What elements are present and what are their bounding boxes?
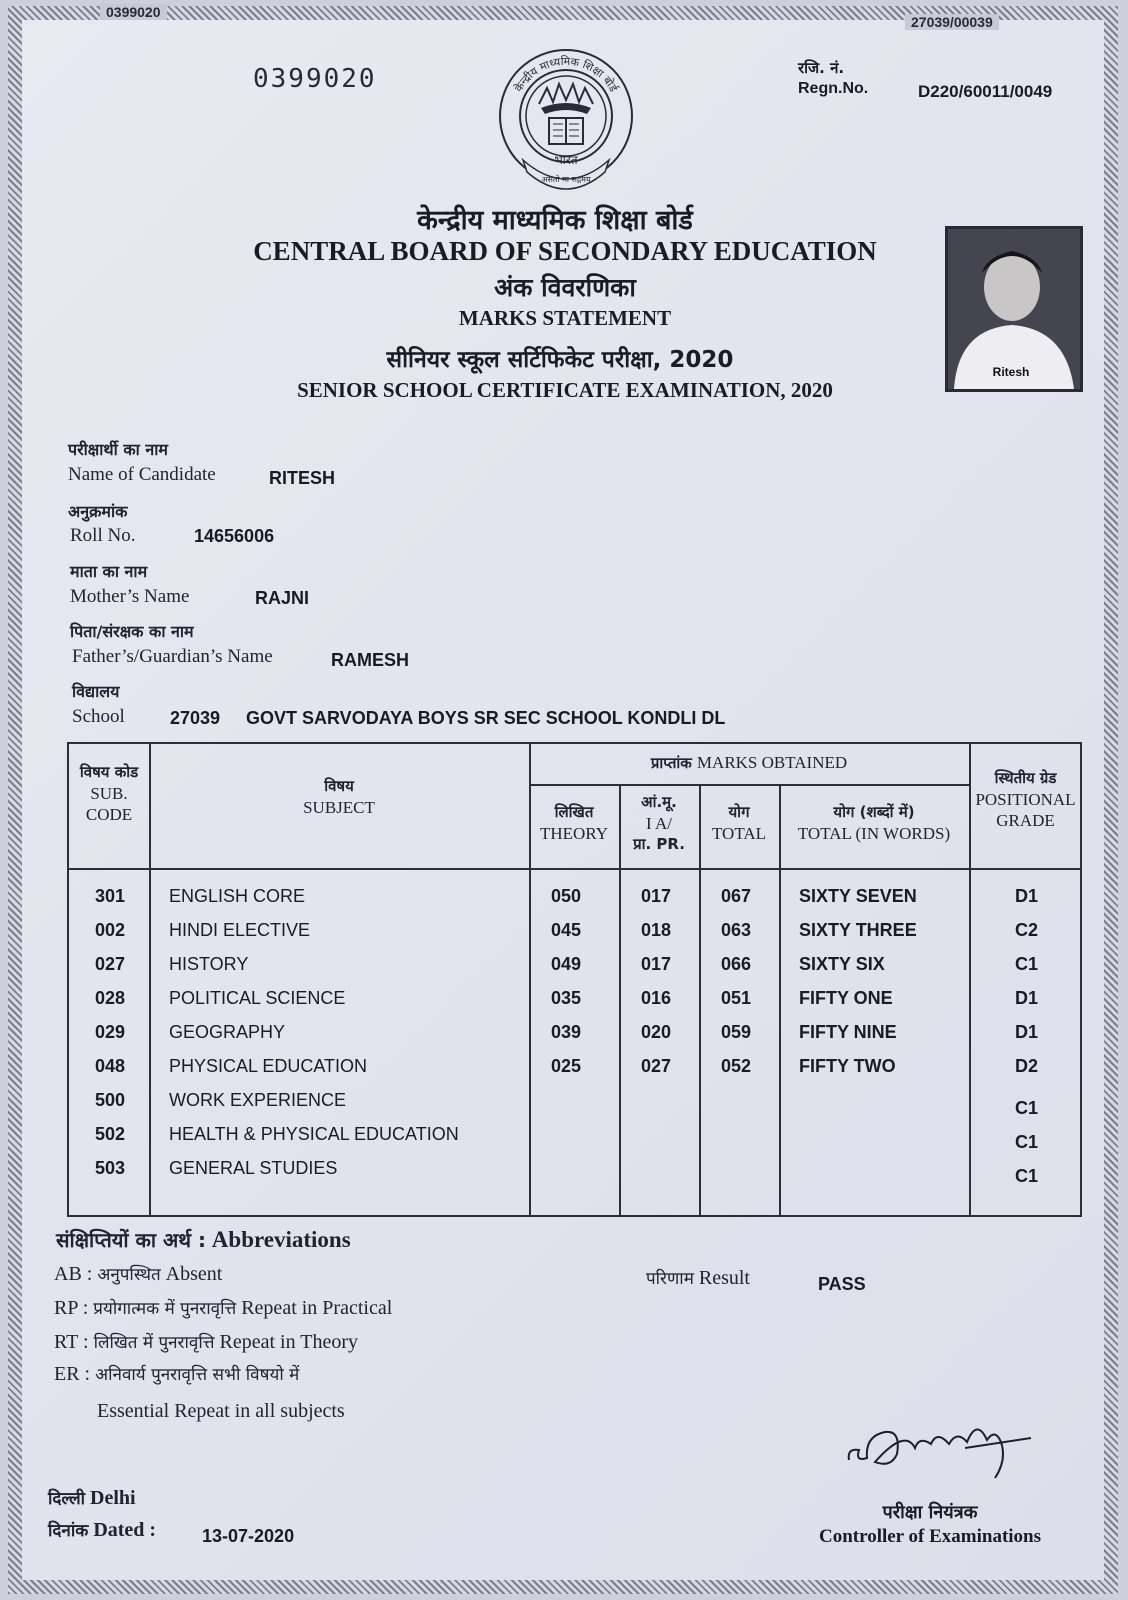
dated-value: 13-07-2020 bbox=[202, 1526, 295, 1546]
document-title-hindi: अंक विवरणिका bbox=[494, 273, 636, 302]
name-label-en: Name of Candidate bbox=[68, 464, 216, 485]
abbr-repeat-practical: RP : प्रयोगात्मक में पुनरावृत्ति Repeat in Practical bbox=[54, 1297, 393, 1319]
board-name-hindi: केन्द्रीय माध्यमिक शिक्षा बोर्ड bbox=[417, 205, 693, 236]
header-positional-grade: स्थितीय ग्रेड POSITIONAL GRADE bbox=[975, 769, 1076, 830]
table-row: 002 HINDI ELECTIVE 045 018 063 SIXTY THREE C2 bbox=[95, 920, 1039, 940]
school-code: 27039 bbox=[170, 708, 221, 728]
candidate-photo bbox=[945, 226, 1083, 392]
abbr-essential-repeat: ER : अनिवार्य पुनरावृत्ति सभी विषयो में bbox=[54, 1363, 300, 1385]
photo-caption: Ritesh bbox=[992, 365, 1030, 379]
result-label: परिणाम Result bbox=[646, 1267, 750, 1289]
edge-serial-right: 27039/00039 bbox=[905, 14, 999, 30]
controller-label-hi: परीक्षा नियंत्रक bbox=[882, 1502, 978, 1523]
father-name: RAMESH bbox=[331, 650, 410, 670]
header-total-in-words: योग (शब्दों में) TOTAL (IN WORDS) bbox=[797, 803, 951, 843]
header-total: योग TOTAL bbox=[711, 803, 767, 843]
father-label-hi: पिता/संरक्षक का नाम bbox=[70, 622, 194, 641]
father-label-en: Father’s/Guardian’s Name bbox=[72, 646, 273, 667]
cbse-emblem-icon bbox=[495, 48, 637, 193]
edge-serial-left: 0399020 bbox=[100, 4, 167, 20]
table-row: 500 WORK EXPERIENCE C1 bbox=[95, 1090, 1039, 1118]
serial-number: 0399020 bbox=[253, 64, 377, 94]
table-row: 502 HEALTH & PHYSICAL EDUCATION C1 bbox=[95, 1124, 1039, 1152]
document-title-english: MARKS STATEMENT bbox=[458, 306, 672, 330]
regn-number: D220/60011/0049 bbox=[918, 82, 1053, 101]
header-sub-code: विषय कोड SUB. CODE bbox=[79, 763, 139, 824]
board-name-english: CENTRAL BOARD OF SECONDARY EDUCATION bbox=[253, 236, 877, 266]
roll-number: 14656006 bbox=[194, 526, 275, 546]
place: दिल्ली Delhi bbox=[48, 1487, 136, 1509]
abbr-repeat-theory: RT : लिखित में पुनरावृत्ति Repeat in Theory bbox=[54, 1331, 358, 1353]
abbreviations-title: संक्षिप्तियों का अर्थ : Abbreviations bbox=[56, 1227, 351, 1252]
table-row: 028 POLITICAL SCIENCE 035 016 051 FIFTY ONE D1 bbox=[95, 988, 1039, 1008]
school-label-en: School bbox=[72, 706, 125, 727]
mother-name: RAJNI bbox=[255, 588, 310, 608]
controller-signature-icon bbox=[845, 1408, 1045, 1488]
abbr-absent: AB : अनुपस्थित Absent bbox=[54, 1263, 223, 1285]
mother-label-en: Mother’s Name bbox=[70, 586, 190, 607]
svg-text:भारत: भारत bbox=[554, 153, 578, 167]
header-marks-obtained: प्राप्तांक MARKS OBTAINED bbox=[650, 753, 848, 772]
table-row: 048 PHYSICAL EDUCATION 025 027 052 FIFTY TWO D2 bbox=[95, 1056, 1039, 1076]
exam-name-hindi: सीनियर स्कूल सर्टिफिकेट परीक्षा, 2020 bbox=[386, 347, 734, 373]
header-theory: लिखित THEORY bbox=[540, 803, 608, 843]
header-ia-pr: आं.मू. I A/ प्रा. PR. bbox=[633, 793, 685, 853]
svg-text:असतो मा सद्गमय: असतो मा सद्गमय bbox=[541, 175, 591, 184]
table-row: 027 HISTORY 049 017 066 SIXTY SIX C1 bbox=[95, 954, 1039, 974]
exam-name-english: SENIOR SCHOOL CERTIFICATE EXAMINATION, 2020 bbox=[297, 378, 833, 402]
dated-label: दिनांक Dated : bbox=[48, 1519, 157, 1541]
school-name: GOVT SARVODAYA BOYS SR SEC SCHOOL KONDLI DL bbox=[246, 708, 726, 728]
name-label-hi: परीक्षार्थी का नाम bbox=[68, 440, 168, 459]
result-value: PASS bbox=[818, 1274, 866, 1294]
marks-table bbox=[67, 742, 1082, 1217]
table-row: 029 GEOGRAPHY 039 020 059 FIFTY NINE D1 bbox=[95, 1022, 1039, 1042]
school-label-hi: विद्यालय bbox=[72, 682, 120, 701]
candidate-name: RITESH bbox=[269, 468, 336, 488]
table-row: 503 GENERAL STUDIES C1 bbox=[95, 1158, 1039, 1186]
abbr-essential-repeat-en: Essential Repeat in all subjects bbox=[97, 1400, 345, 1422]
mother-label-hi: माता का नाम bbox=[70, 562, 148, 581]
regn-label-en: Regn.No. bbox=[798, 80, 869, 97]
regn-label-hi: रजि. नं. bbox=[798, 59, 845, 77]
roll-label-hi: अनुक्रमांक bbox=[68, 502, 128, 521]
controller-label-en: Controller of Examinations bbox=[818, 1526, 1042, 1547]
roll-label-en: Roll No. bbox=[70, 525, 136, 546]
table-row: 301 ENGLISH CORE 050 017 067 SIXTY SEVEN D1 bbox=[95, 886, 1039, 906]
header-subject: विषय SUBJECT bbox=[303, 777, 375, 817]
svg-text:केन्द्रीय माध्यमिक शिक्षा बोर्: केन्द्रीय माध्यमिक शिक्षा बोर्ड bbox=[512, 54, 621, 95]
